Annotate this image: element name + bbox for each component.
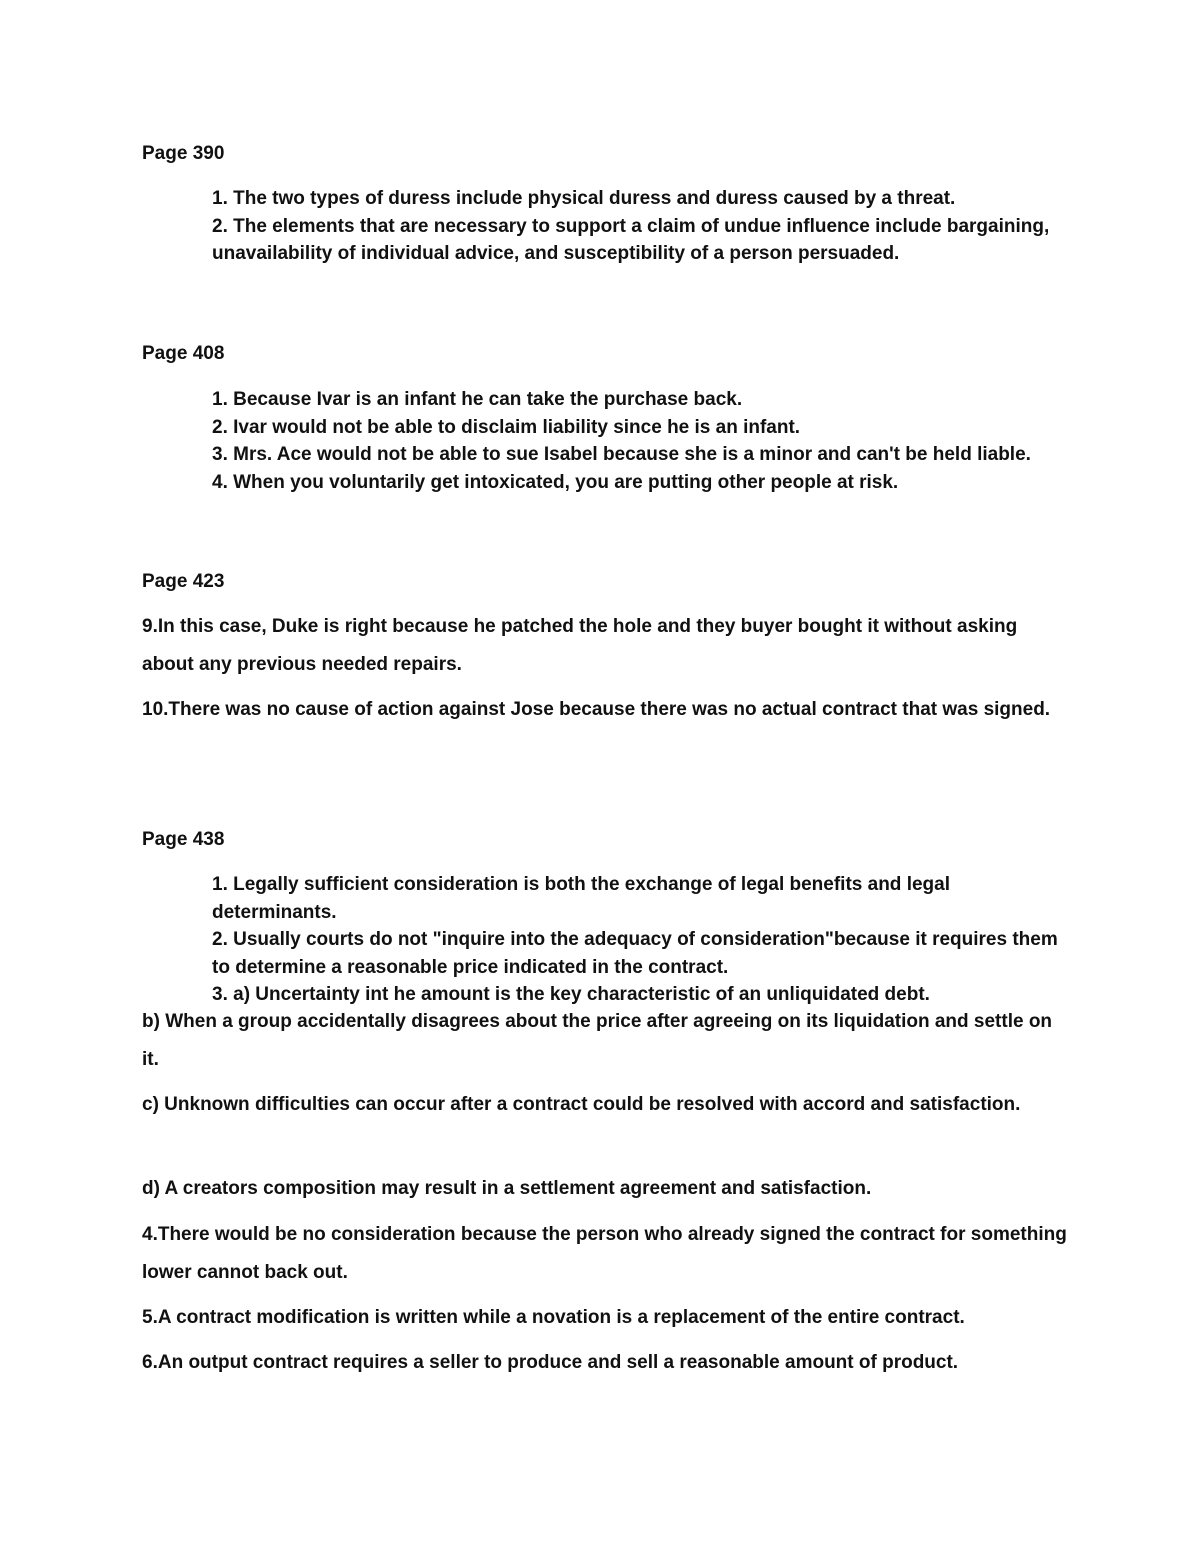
answer-paragraph: b) When a group accidentally disagrees about the price after agreeing on its liquidation and settle on it.: [142, 1011, 1053, 1070]
list-item: 2. Usually courts do not "inquire into the adequacy of consideration"because it requires them to determine a reasonable price indicated in the contract.: [212, 929, 1058, 978]
section-heading-page-423: Page 423: [142, 571, 225, 592]
answer-paragraph: 9.In this case, Duke is right because he patched the hole and they buyer bought it without asking about any previous needed repairs.: [142, 616, 1018, 675]
answer-paragraph: 10.There was no cause of action against Jose because there was no actual contract that was signed.: [142, 699, 1051, 720]
list-item: 4. When you voluntarily get intoxicated, you are putting other people at risk.: [212, 471, 899, 493]
answer-paragraph: c) Unknown difficulties can occur after a contract could be resolved with accord and satisfaction.: [142, 1094, 1021, 1115]
answer-paragraph: d) A creators composition may result in a settlement agreement and satisfaction.: [142, 1178, 872, 1199]
list-item: 1. Because Ivar is an infant he can take the purchase back.: [212, 389, 743, 410]
answer-list-page-390: [212, 185, 1072, 268]
answer-paragraph: 4.There would be no consideration because the person who already signed the contract for something lower cannot back out.: [142, 1224, 1067, 1283]
answer-list-page-408: [212, 386, 1072, 496]
section-heading-page-408: Page 408: [142, 343, 225, 364]
answer-paragraph: 6.An output contract requires a seller to produce and sell a reasonable amount of product.: [142, 1352, 959, 1373]
section-heading-page-438: Page 438: [142, 829, 225, 850]
list-item: 2. The elements that are necessary to support a claim of undue influence include bargaining, unavailability of individual advice, and susceptibility of a person persuaded.: [212, 215, 1050, 264]
answer-paragraph: 5.A contract modification is written while a novation is a replacement of the entire contract.: [142, 1307, 965, 1328]
section-heading-page-390: Page 390: [142, 143, 225, 164]
list-item: 1. Legally sufficient consideration is both the exchange of legal benefits and legal determinants.: [212, 874, 950, 923]
list-item: 1. The two types of duress include physical duress and duress caused by a threat.: [212, 188, 956, 209]
list-item: 2. Ivar would not be able to disclaim liability since he is an infant.: [212, 416, 801, 438]
answer-list-page-438: [212, 871, 1072, 1009]
list-item: 3. a) Uncertainty int he amount is the key characteristic of an unliquidated debt.: [212, 984, 930, 1005]
list-item: 3. Mrs. Ace would not be able to sue Isabel because she is a minor and can't be held liable.: [212, 444, 1031, 465]
